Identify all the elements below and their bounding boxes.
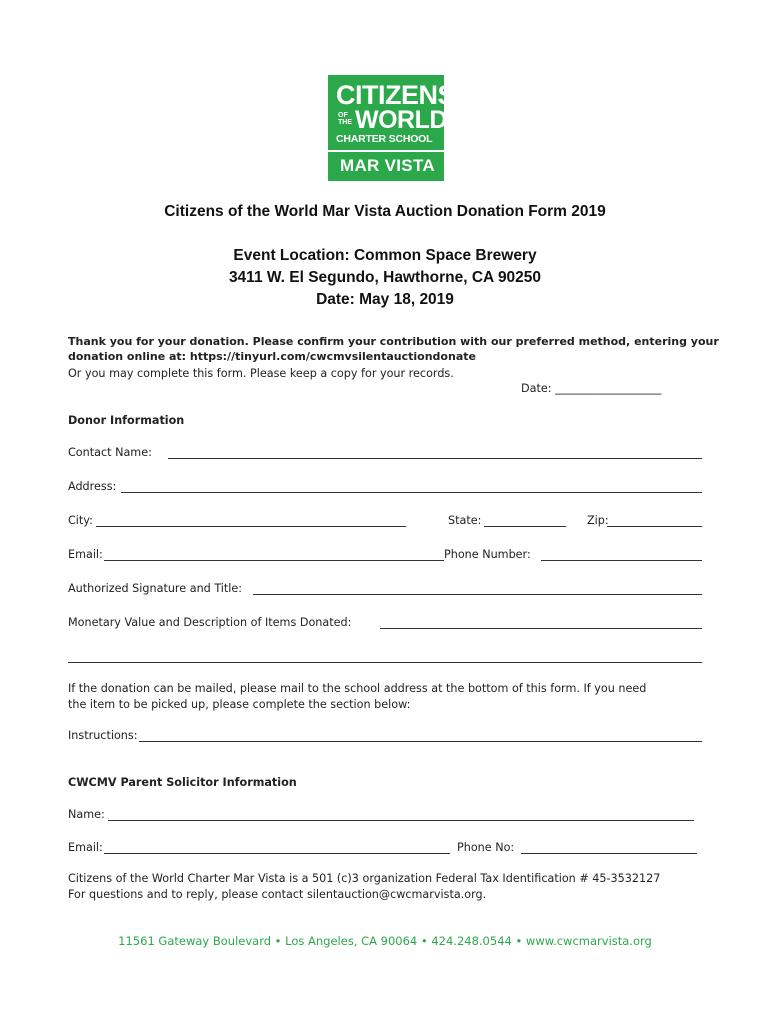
solicitor-name-field[interactable] xyxy=(108,820,694,821)
address-field[interactable] xyxy=(121,492,702,493)
intro-line-3: Or you may complete this form. Please keep a copy for your records. xyxy=(68,367,454,380)
school-logo xyxy=(328,75,456,181)
solicitor-heading: CWCMV Parent Solicitor Information xyxy=(68,776,297,789)
donor-heading: Donor Information xyxy=(68,414,185,427)
logo-campus-text: MAR VISTA xyxy=(340,156,435,175)
phone-field[interactable] xyxy=(541,560,702,561)
address-label: Address: xyxy=(68,480,117,493)
city-label: City: xyxy=(68,514,93,527)
contact-note: For questions and to reply, please contact silentauction@cwcmarvista.org. xyxy=(68,888,487,901)
tax-id-note: Citizens of the World Charter Mar Vista is a 501 (c)3 organization Federal Tax Identification # 45-3532127 xyxy=(68,872,661,885)
event-date: Date: May 18, 2019 xyxy=(316,291,454,308)
instructions-label: Instructions: xyxy=(68,729,138,742)
solicitor-phone-label: Phone No: xyxy=(457,841,515,854)
solicitor-name-label: Name: xyxy=(68,808,105,821)
monetary-label: Monetary Value and Description of Items Donated: xyxy=(68,616,352,629)
date-field[interactable]: Date: ___________________ xyxy=(521,382,662,395)
phone-label: Phone Number: xyxy=(444,548,531,561)
logo-divider xyxy=(328,150,444,152)
email-field[interactable] xyxy=(104,560,444,561)
solicitor-phone-field[interactable] xyxy=(521,853,697,854)
monetary-field[interactable] xyxy=(380,628,702,629)
intro-line-2: donation online at: https://tinyurl.com/cwcmvsilentauctiondonate xyxy=(68,350,476,363)
logo-charter-text: CHARTER SCHOOL xyxy=(336,133,433,145)
logo-citizens-text: CITIZENS xyxy=(336,80,456,110)
email-label: Email: xyxy=(68,548,103,561)
mail-note-line-2: the item to be picked up, please complete the section below: xyxy=(68,698,411,711)
logo-world-text: WORLD xyxy=(355,106,447,134)
contact-name-field[interactable] xyxy=(168,458,702,459)
contact-name-label: Contact Name: xyxy=(68,446,152,459)
instructions-field[interactable] xyxy=(139,741,702,742)
mail-note-line-1: If the donation can be mailed, please mail to the school address at the bottom of this form. If you need xyxy=(68,682,647,695)
city-field[interactable] xyxy=(96,526,406,527)
signature-field[interactable] xyxy=(253,594,702,595)
state-label: State: xyxy=(448,514,482,527)
solicitor-email-label: Email: xyxy=(68,841,103,854)
zip-field[interactable] xyxy=(607,526,702,527)
logo-of-the-text: OF THE xyxy=(338,112,352,126)
event-address: 3411 W. El Segundo, Hawthorne, CA 90250 xyxy=(228,269,542,286)
zip-label: Zip: xyxy=(587,514,609,527)
signature-label: Authorized Signature and Title: xyxy=(68,582,243,595)
event-location: Event Location: Common Space Brewery xyxy=(233,247,537,264)
footer-address: 11561 Gateway Boulevard • Los Angeles, CA 90064 • 424.248.0544 • www.cwcmarvista.org xyxy=(118,934,652,948)
intro-line-1: Thank you for your donation. Please confirm your contribution with our preferred method, entering your xyxy=(68,335,719,348)
form-title: Citizens of the World Mar Vista Auction Donation Form 2019 xyxy=(164,203,606,220)
solicitor-email-field[interactable] xyxy=(104,853,450,854)
monetary-field-line-2[interactable] xyxy=(68,662,702,663)
state-field[interactable] xyxy=(484,526,566,527)
